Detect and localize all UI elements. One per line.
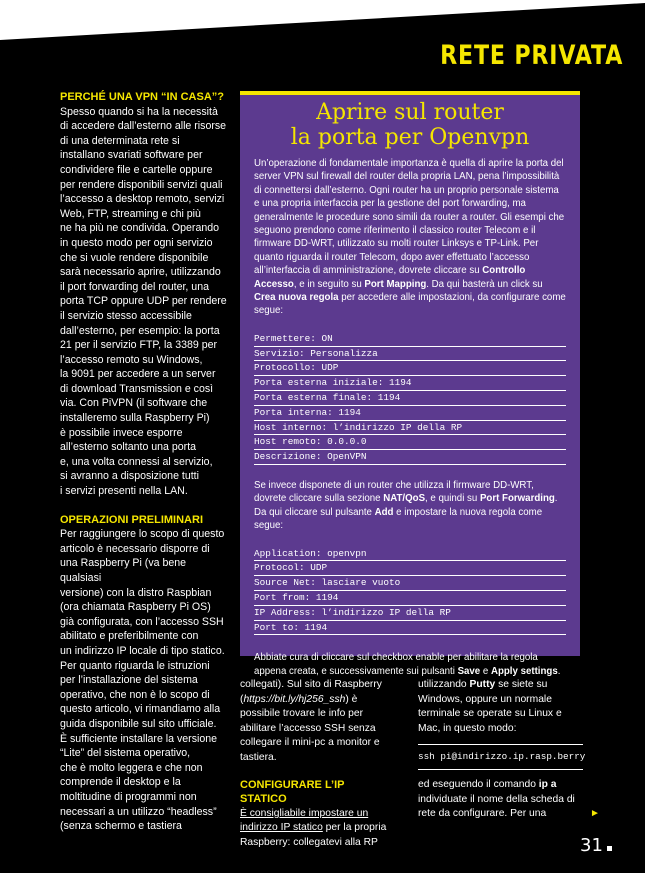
- para-preliminary: Per raggiungere lo scopo di questo articolo è necessario disporre di una Raspberry Pi (va bene qualsiasi versione) con la distro Raspbian (ora chiamata Raspberry Pi OS) già configurata, con l’accesso SSH abilitato e preferibilmente con un indirizzo IP locale di tipo statico. Per quanto riguarda le istruzioni per l’installazione del sistema operativo, che non è lo scopo di questo articolo, vi rimandiamo alla guida disponibile sul sito ufficiale. È sufficiente installare la versione “Lite” del sistema operativo, che è molto leggera e che non comprende il desktop e la moltitudine di programmi non necessari a un utilizzo “headless” (senza schermo e tastiera: [60, 528, 225, 833]
- box-intro: Un’operazione di fondamentale importanza è quella di aprire la porta del server VPN sul firewall del router della propria LAN, pena l’impossibilità di connettersi dall’esterno. Ogni router ha un proprio personale sistema e una propria interfaccia per la gestione del port forwarding, ma generalmente le procedure sono simili da router a router. Gli esempi che seguono prendono come riferimento il classico router Telecom e il firmware DD-WRT, utilizzato su molti router Linksys e TP-Link. Per quanto riguarda il router Telecom, dopo aver effettuato l’accesso all’interfaccia di amministrazione, dovrete cliccare su Controllo Accesso, e in seguito su Port Mapping. Da qui basterà un click su Crea nuova regola per accedere alle impostazioni, da configurare come segue:: [254, 158, 566, 317]
- ssh-link[interactable]: https://bit.ly/hj256_ssh: [243, 693, 346, 705]
- ssh-command: ssh pi@indirizzo.ip.rasp.berry: [418, 744, 583, 770]
- continue-arrow-icon: ►: [590, 808, 600, 819]
- para-ssh-info: collegati). Sul sito di Raspberry (https://bit.ly/hj256_ssh) è possibile trovare le info per abilitare l’accesso SSH senza collegare il mini-pc a monitor e tastiera.: [240, 679, 382, 763]
- heading-preliminary: OPERAZIONI PRELIMINARI: [60, 513, 204, 526]
- page-number: 31: [580, 835, 612, 856]
- right-column: [418, 678, 586, 822]
- heading-why-vpn: PERCHÉ UNA VPN “IN CASA”?: [60, 91, 224, 103]
- box-ddwrt-text: Se invece disponete di un router che utilizza il firmware DD-WRT, dovrete cliccare sulla sezione NAT/QoS, e quindi su Port Forwarding. Da qui cliccare sul pulsante Add e impostare la nuova regola come segue:: [254, 480, 558, 532]
- para-static-ip: È consigliabile impostare un indirizzo IP statico per la propria Raspberry: collegatevi alla RP: [240, 807, 387, 848]
- para-ip-a: ed eseguendo il comando ip a individuate il nome della scheda di rete da configurare. Per una: [418, 778, 575, 820]
- heading-static-ip: CONFIGURARE L’IP STATICO: [240, 778, 345, 806]
- page-corner-graphic: [0, 0, 645, 40]
- left-column: [60, 90, 230, 834]
- box-closing-text: Abbiate cura di cliccare sul checkbox enable per abilitare la regola appena creata, e successivamente sui pulsanti Save e Apply settings.: [254, 652, 561, 677]
- middle-column: [240, 678, 390, 851]
- code-telecom-settings: Permettere: ON Servizio: Personalizza Protocollo: UDP Porta esterna iniziale: 1194 Porta esterna finale: 1194 Porta interna: 1194 Host interno: l’indirizzo IP della RP Host remoto: 0.0.0.0 Descrizione: OpenVPN: [254, 332, 566, 465]
- section-title: RETE PRIVATA: [439, 40, 623, 71]
- para-why-vpn: Spesso quando si ha la necessità di accedere dall’esterno alle risorse di una determinata rete si installano svariati software per condividere file e cartelle oppure per rendere disponibili servizi quali l’accesso a desktop remoto, servizi Web, FTP, streaming e chi più ne ha più ne condivida. Operando in questo modo per ogni servizio che si vuole rendere disponibile sarà necessario aprire, utilizzando il port forwarding del router, una porta TCP oppure UDP per rendere il servizio stesso accessibile dall’esterno, per esempio: la porta 21 per il servizio FTP, la 3389 per l’accesso remoto su Windows, la 9091 per accedere a un server di download Transmission e così via. Con PiVPN (il software che installeremo sulla Raspberry Pi) è possibile invece esporre all’esterno soltanto una porta e, una volta connessi al servizio, si avranno a disposizione tutti i servizi presenti nella LAN.: [60, 105, 227, 498]
- code-ddwrt-settings: Application: openvpn Protocol: UDP Source Net: lasciare vuoto Port from: 1194 IP Address: l’indirizzo IP della RP Port to: 1194: [254, 547, 566, 636]
- router-port-box: [240, 91, 580, 677]
- box-title: Aprire sul router la porta per Openvpn: [290, 100, 530, 150]
- static-ip-link[interactable]: È consigliabile impostare un indirizzo IP statico: [240, 807, 369, 834]
- para-putty: utilizzando Putty se siete su Windows, oppure un normale terminale se operate su Linux e Mac, in questo modo:: [418, 679, 562, 734]
